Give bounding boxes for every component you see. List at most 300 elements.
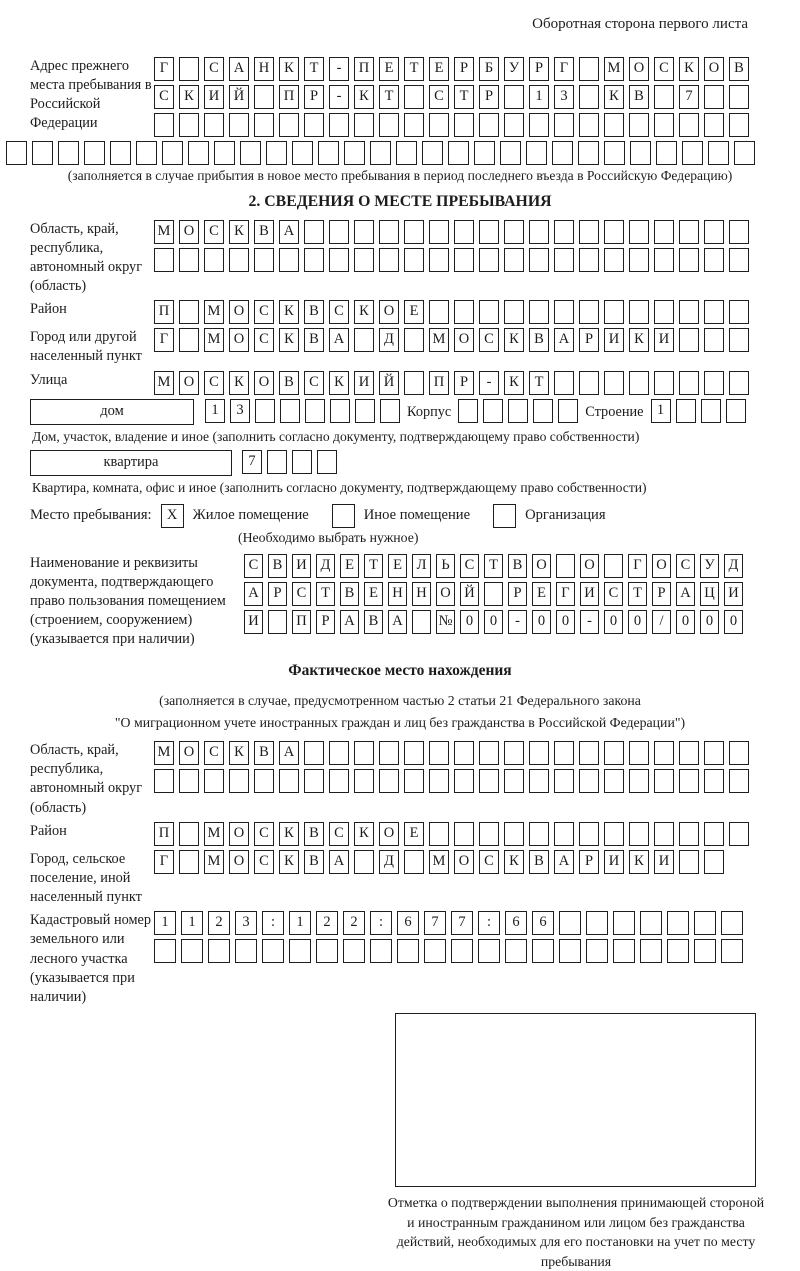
char-cell <box>317 450 337 474</box>
char-cell: 3 <box>230 399 250 423</box>
fact-region-label: Область, край, республика, автономный округ (область) <box>30 742 143 816</box>
char-cell: Й <box>379 371 399 395</box>
char-cell: В <box>508 554 527 578</box>
char-cell: И <box>354 371 374 395</box>
char-cell: Р <box>268 582 287 606</box>
char-cell <box>532 939 554 963</box>
stroenie-label: Строение <box>585 403 644 420</box>
stay-type-hint: (Необходимо выбрать нужное) <box>238 529 419 545</box>
char-cell <box>694 911 716 935</box>
prev-address-note: (заполняется в случае прибытия в новое место пребывания в период последнего въезда в Российскую Федерацию) <box>67 168 733 183</box>
char-cell <box>554 741 574 765</box>
cadastral-grid-row-1 <box>154 911 743 935</box>
korpus-grid <box>458 399 578 423</box>
char-cell: Г <box>554 57 574 81</box>
char-cell <box>578 141 599 165</box>
char-cell <box>454 220 474 244</box>
char-cell <box>579 85 599 109</box>
char-cell <box>529 300 549 324</box>
char-cell: П <box>154 300 174 324</box>
char-cell <box>429 113 449 137</box>
char-cell <box>654 371 674 395</box>
char-cell: О <box>229 300 249 324</box>
char-cell <box>354 248 374 272</box>
char-cell: 7 <box>242 450 262 474</box>
fact-city-grid <box>154 850 724 874</box>
char-cell: Т <box>304 57 324 81</box>
char-cell: С <box>204 220 224 244</box>
char-cell: М <box>604 57 624 81</box>
char-cell: М <box>154 371 174 395</box>
char-cell <box>654 741 674 765</box>
house-number-grid <box>205 399 400 423</box>
char-cell: А <box>279 220 299 244</box>
char-cell: С <box>292 582 311 606</box>
char-cell: П <box>429 371 449 395</box>
char-cell: 6 <box>397 911 419 935</box>
char-cell <box>704 850 724 874</box>
char-cell: Д <box>379 850 399 874</box>
char-cell <box>504 769 524 793</box>
char-cell: К <box>354 822 374 846</box>
char-cell: Л <box>412 554 431 578</box>
char-cell: 1 <box>651 399 671 423</box>
char-cell: О <box>580 554 599 578</box>
char-cell <box>6 141 27 165</box>
char-cell <box>254 248 274 272</box>
char-cell <box>255 399 275 423</box>
char-cell <box>721 911 743 935</box>
char-cell <box>704 85 724 109</box>
char-cell <box>629 248 649 272</box>
char-cell: С <box>329 822 349 846</box>
char-cell <box>268 610 287 634</box>
char-cell <box>676 399 696 423</box>
char-cell <box>729 85 749 109</box>
char-cell: К <box>629 850 649 874</box>
char-cell <box>329 248 349 272</box>
char-cell <box>479 769 499 793</box>
title-document-block <box>30 554 800 650</box>
char-cell <box>229 248 249 272</box>
char-cell: 6 <box>532 911 554 935</box>
char-cell <box>559 939 581 963</box>
stay-type-checkbox-other <box>332 504 355 528</box>
apartment-box-label: квартира <box>30 450 232 476</box>
char-cell <box>379 113 399 137</box>
char-cell: М <box>204 300 224 324</box>
char-cell: О <box>179 220 199 244</box>
char-cell: Т <box>316 582 335 606</box>
char-cell <box>397 939 419 963</box>
char-cell: Р <box>529 57 549 81</box>
char-cell <box>451 939 473 963</box>
char-cell <box>483 399 503 423</box>
stay-type-label: Место пребывания: <box>30 507 152 524</box>
char-cell <box>729 220 749 244</box>
char-cell <box>679 741 699 765</box>
char-cell <box>229 113 249 137</box>
char-cell <box>454 300 474 324</box>
char-cell: С <box>204 371 224 395</box>
stroenie-grid <box>651 399 746 423</box>
char-cell: И <box>580 582 599 606</box>
title-document-grid-row-2 <box>244 582 743 606</box>
char-cell: О <box>532 554 551 578</box>
char-cell <box>554 371 574 395</box>
char-cell: С <box>254 300 274 324</box>
char-cell: А <box>554 850 574 874</box>
char-cell: Е <box>364 582 383 606</box>
char-cell: О <box>179 371 199 395</box>
char-cell <box>529 769 549 793</box>
char-cell <box>370 939 392 963</box>
char-cell <box>529 822 549 846</box>
char-cell <box>355 399 375 423</box>
char-cell: Р <box>454 57 474 81</box>
char-cell: С <box>304 371 324 395</box>
char-cell: Г <box>628 554 647 578</box>
char-cell: П <box>279 85 299 109</box>
city-grid <box>154 328 749 352</box>
char-cell <box>380 399 400 423</box>
char-cell: Д <box>724 554 743 578</box>
char-cell <box>604 554 623 578</box>
char-cell <box>289 939 311 963</box>
char-cell: П <box>292 610 311 634</box>
char-cell: А <box>340 610 359 634</box>
char-cell: 2 <box>343 911 365 935</box>
char-cell: 6 <box>505 911 527 935</box>
char-cell <box>479 741 499 765</box>
char-cell <box>554 113 574 137</box>
char-cell <box>379 769 399 793</box>
char-cell <box>479 113 499 137</box>
char-cell <box>448 141 469 165</box>
char-cell <box>354 220 374 244</box>
char-cell: Р <box>508 582 527 606</box>
char-cell <box>704 113 724 137</box>
char-cell <box>304 769 324 793</box>
char-cell: К <box>504 371 524 395</box>
char-cell <box>679 769 699 793</box>
char-cell: 3 <box>554 85 574 109</box>
char-cell <box>629 822 649 846</box>
char-cell <box>329 220 349 244</box>
char-cell <box>204 113 224 137</box>
char-cell: Н <box>254 57 274 81</box>
char-cell <box>404 248 424 272</box>
char-cell <box>704 220 724 244</box>
char-cell: К <box>279 328 299 352</box>
char-cell <box>154 769 174 793</box>
char-cell <box>478 939 500 963</box>
char-cell: В <box>729 57 749 81</box>
char-cell: 3 <box>235 911 257 935</box>
char-cell: В <box>254 220 274 244</box>
char-cell <box>654 248 674 272</box>
char-cell <box>579 113 599 137</box>
char-cell: Д <box>379 328 399 352</box>
char-cell <box>679 850 699 874</box>
apartment-note: Квартира, комната, офис и иное (заполнить согласно документу, подтверждающему право собственности) <box>32 479 647 495</box>
confirmation-stamp-caption: Отметка о подтверждении выполнения принимающей стороной и иностранным гражданином или лицом без гражданства действий, необходимых для его постановки на учет по месту пребывания <box>387 1195 765 1269</box>
char-cell <box>630 141 651 165</box>
city-block <box>30 328 800 366</box>
char-cell <box>604 248 624 272</box>
char-cell <box>629 113 649 137</box>
char-cell: У <box>504 57 524 81</box>
char-cell: М <box>429 850 449 874</box>
char-cell: О <box>454 328 474 352</box>
title-document-grid-row-1 <box>244 554 743 578</box>
char-cell <box>214 141 235 165</box>
char-cell: Р <box>454 371 474 395</box>
char-cell: Е <box>429 57 449 81</box>
char-cell <box>640 939 662 963</box>
confirmation-stamp-box <box>395 1013 756 1187</box>
char-cell <box>379 741 399 765</box>
region-label: Область, край, республика, автономный округ (область) <box>30 220 143 295</box>
char-cell: И <box>604 850 624 874</box>
char-cell <box>629 220 649 244</box>
char-cell <box>704 741 724 765</box>
char-cell <box>579 769 599 793</box>
char-cell <box>656 141 677 165</box>
char-cell <box>654 85 674 109</box>
char-cell <box>629 741 649 765</box>
char-cell <box>304 741 324 765</box>
char-cell: М <box>204 850 224 874</box>
char-cell: И <box>604 328 624 352</box>
char-cell <box>354 850 374 874</box>
char-cell <box>604 741 624 765</box>
char-cell <box>305 399 325 423</box>
char-cell: В <box>304 328 324 352</box>
fact-city-block <box>30 850 800 907</box>
prev-address-label: Адрес прежнего места пребывания в Российской Федерации <box>30 58 152 132</box>
char-cell: Ц <box>700 582 719 606</box>
char-cell: 0 <box>700 610 719 634</box>
char-cell: - <box>580 610 599 634</box>
char-cell: И <box>724 582 743 606</box>
char-cell <box>404 371 424 395</box>
char-cell <box>504 300 524 324</box>
char-cell: В <box>254 741 274 765</box>
char-cell: : <box>478 911 500 935</box>
char-cell: И <box>244 610 263 634</box>
char-cell: И <box>654 850 674 874</box>
char-cell <box>318 141 339 165</box>
char-cell <box>729 822 749 846</box>
char-cell <box>579 220 599 244</box>
char-cell: С <box>329 300 349 324</box>
char-cell: В <box>268 554 287 578</box>
stay-type-option-residential: Жилое помещение <box>192 507 309 524</box>
apartment-row <box>30 450 800 476</box>
char-cell <box>262 939 284 963</box>
char-cell: 0 <box>676 610 695 634</box>
char-cell: Т <box>628 582 647 606</box>
char-cell <box>454 822 474 846</box>
char-cell: В <box>279 371 299 395</box>
char-cell <box>604 769 624 793</box>
char-cell <box>533 399 553 423</box>
char-cell <box>279 769 299 793</box>
char-cell <box>280 399 300 423</box>
char-cell: С <box>254 822 274 846</box>
char-cell: Р <box>579 328 599 352</box>
char-cell <box>554 300 574 324</box>
char-cell <box>484 582 503 606</box>
char-cell <box>354 741 374 765</box>
char-cell <box>329 769 349 793</box>
char-cell <box>726 399 746 423</box>
char-cell <box>586 939 608 963</box>
char-cell <box>329 113 349 137</box>
char-cell <box>412 610 431 634</box>
char-cell <box>354 769 374 793</box>
char-cell: - <box>329 85 349 109</box>
char-cell: Г <box>154 57 174 81</box>
char-cell: К <box>279 850 299 874</box>
char-cell <box>404 220 424 244</box>
char-cell <box>454 248 474 272</box>
char-cell <box>354 113 374 137</box>
char-cell: А <box>244 582 263 606</box>
char-cell <box>504 220 524 244</box>
district-grid <box>154 300 749 324</box>
stay-type-checkbox-organization <box>493 504 516 528</box>
district-label: Район <box>30 301 67 318</box>
char-cell: С <box>244 554 263 578</box>
fact-region-grid-row-1 <box>154 741 749 765</box>
char-cell: К <box>504 328 524 352</box>
char-cell <box>304 220 324 244</box>
char-cell <box>179 57 199 81</box>
char-cell: П <box>154 822 174 846</box>
char-cell: 7 <box>679 85 699 109</box>
char-cell <box>667 911 689 935</box>
char-cell <box>704 371 724 395</box>
char-cell <box>179 300 199 324</box>
char-cell: С <box>254 850 274 874</box>
title-document-label: Наименование и реквизиты документа, подтверждающего право пользования помещением (строением, сооружением) (указывается при наличии) <box>30 554 226 648</box>
char-cell <box>254 769 274 793</box>
char-cell: А <box>229 57 249 81</box>
char-cell: О <box>379 822 399 846</box>
char-cell: В <box>529 850 549 874</box>
char-cell: К <box>504 850 524 874</box>
char-cell <box>329 741 349 765</box>
char-cell: К <box>279 57 299 81</box>
char-cell: С <box>204 57 224 81</box>
char-cell: - <box>329 57 349 81</box>
char-cell: А <box>279 741 299 765</box>
char-cell <box>279 113 299 137</box>
title-document-grid-row-3 <box>244 610 743 634</box>
char-cell: В <box>529 328 549 352</box>
char-cell <box>429 300 449 324</box>
char-cell: Р <box>652 582 671 606</box>
char-cell: № <box>436 610 455 634</box>
char-cell <box>704 300 724 324</box>
char-cell: М <box>154 741 174 765</box>
char-cell: - <box>508 610 527 634</box>
char-cell <box>292 450 312 474</box>
char-cell: К <box>679 57 699 81</box>
char-cell: А <box>554 328 574 352</box>
char-cell <box>154 939 176 963</box>
char-cell <box>354 328 374 352</box>
korpus-label: Корпус <box>407 403 452 420</box>
char-cell <box>136 141 157 165</box>
char-cell <box>479 822 499 846</box>
char-cell <box>556 554 575 578</box>
house-box-label: дом <box>30 399 194 425</box>
char-cell: А <box>676 582 695 606</box>
prev-address-grid-row-4 <box>6 141 800 165</box>
char-cell <box>316 939 338 963</box>
prev-address-grid-row-2 <box>154 85 749 109</box>
cadastral-block <box>30 911 800 1007</box>
char-cell: Е <box>404 300 424 324</box>
char-cell: Р <box>479 85 499 109</box>
char-cell <box>701 399 721 423</box>
char-cell: 7 <box>424 911 446 935</box>
char-cell: Г <box>154 850 174 874</box>
char-cell: 0 <box>604 610 623 634</box>
char-cell <box>729 300 749 324</box>
char-cell: О <box>629 57 649 81</box>
char-cell <box>604 113 624 137</box>
char-cell: Ь <box>436 554 455 578</box>
char-cell <box>240 141 261 165</box>
char-cell: Р <box>579 850 599 874</box>
char-cell <box>58 141 79 165</box>
fact-district-grid <box>154 822 749 846</box>
char-cell: 0 <box>484 610 503 634</box>
char-cell <box>454 113 474 137</box>
char-cell <box>554 769 574 793</box>
char-cell: О <box>436 582 455 606</box>
char-cell <box>629 300 649 324</box>
char-cell <box>613 939 635 963</box>
char-cell <box>529 113 549 137</box>
char-cell <box>579 248 599 272</box>
char-cell <box>404 741 424 765</box>
char-cell: К <box>229 371 249 395</box>
char-cell <box>558 399 578 423</box>
char-cell <box>500 141 521 165</box>
char-cell <box>504 85 524 109</box>
char-cell: С <box>604 582 623 606</box>
char-cell <box>579 371 599 395</box>
char-cell: А <box>329 850 349 874</box>
char-cell: Е <box>340 554 359 578</box>
char-cell <box>204 248 224 272</box>
char-cell <box>370 141 391 165</box>
char-cell <box>729 371 749 395</box>
char-cell <box>529 220 549 244</box>
char-cell <box>604 220 624 244</box>
char-cell <box>330 399 350 423</box>
char-cell <box>504 822 524 846</box>
char-cell <box>526 141 547 165</box>
char-cell: О <box>229 822 249 846</box>
char-cell <box>304 248 324 272</box>
char-cell: Т <box>484 554 503 578</box>
